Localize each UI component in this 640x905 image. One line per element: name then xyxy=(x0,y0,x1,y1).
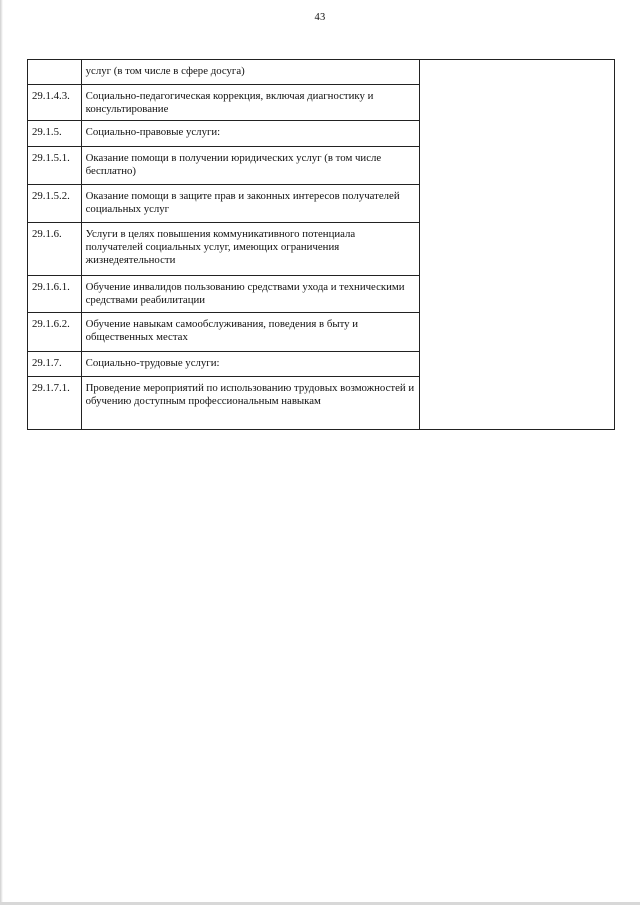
row-code: 29.1.5. xyxy=(28,121,82,147)
row-description: Оказание помощи в защите прав и законных интересов получателей социальных услуг xyxy=(81,185,419,223)
row-description: Обучение навыкам самообслуживания, поведения в быту и общественных местах xyxy=(81,313,419,352)
row-code: 29.1.6.2. xyxy=(28,313,82,352)
scan-edge-left xyxy=(0,0,3,905)
row-code: 29.1.5.1. xyxy=(28,147,82,185)
row-code: 29.1.6. xyxy=(28,223,82,276)
row-code: 29.1.7. xyxy=(28,352,82,377)
row-code: 29.1.4.3. xyxy=(28,85,82,121)
merged-empty-column xyxy=(419,60,614,430)
row-description: Обучение инвалидов пользованию средствами ухода и техническими средствами реабилитации xyxy=(81,276,419,313)
row-description: Социально-трудовые услуги: xyxy=(81,352,419,377)
row-description: Услуги в целях повышения коммуникативного потенциала получателей социальных услуг, имеющих ограничения жизнедеятельности xyxy=(81,223,419,276)
row-description: Проведение мероприятий по использованию трудовых возможностей и обучению доступным профессиональным навыкам xyxy=(81,377,419,430)
row-code xyxy=(28,60,82,85)
row-description: Социально-педагогическая коррекция, включая диагностику и консультирование xyxy=(81,85,419,121)
table-row xyxy=(28,60,615,85)
row-description: услуг (в том числе в сфере досуга) xyxy=(81,60,419,85)
row-description: Социально-правовые услуги: xyxy=(81,121,419,147)
row-code: 29.1.5.2. xyxy=(28,185,82,223)
row-description: Оказание помощи в получении юридических услуг (в том числе бесплатно) xyxy=(81,147,419,185)
services-table xyxy=(27,59,615,430)
row-code: 29.1.7.1. xyxy=(28,377,82,430)
page-number: 43 xyxy=(314,12,326,23)
row-code: 29.1.6.1. xyxy=(28,276,82,313)
